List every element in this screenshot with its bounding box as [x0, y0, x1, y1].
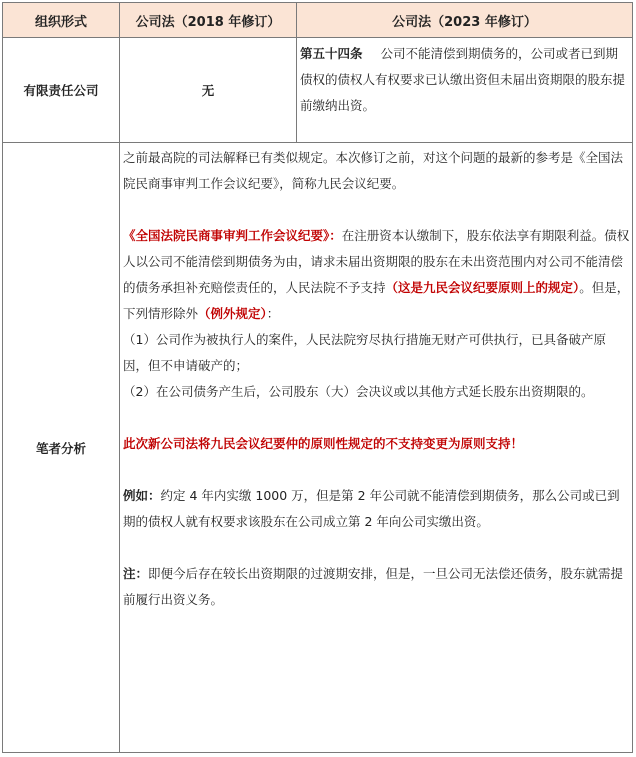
law-2018-none: 无: [201, 83, 215, 98]
header-law-2018: 公司法（2018 年修订）: [135, 14, 281, 30]
analysis-content: [123, 145, 630, 613]
exception-item-1: （1）公司作为被执行人的案件，人民法院穷尽执行措施无财产可供执行，已具备破产原因，但不申请破产的；: [123, 332, 606, 373]
example-label: 例如：: [123, 488, 161, 503]
comparison-table: [2, 2, 633, 753]
example-paragraph: [123, 483, 630, 535]
exception-note: （例外规定）: [198, 306, 267, 321]
minutes-title: 《全国法院民商事审判工作会议纪要》：: [123, 228, 342, 243]
header-law-2023: 公司法（2023 年修订）: [392, 14, 537, 30]
but-text: 。但是，下列情形除外: [123, 280, 630, 321]
note-text: 即便今后存在较长出资期限的过渡期安排，但是，一旦公司无法偿还债务，股东就需提前履行出资义务。: [123, 566, 624, 607]
principle-note: （这是九民会议纪要原则上的规定）: [385, 280, 580, 295]
highlight-statement: 此次新公司法将九民会议纪要仲的原则性规定的不支持变更为原则支持！: [123, 436, 524, 451]
minutes-text: 在注册资本认缴制下，股东依法享有期限利益。债权人以公司不能清偿到期债务为由，请求未届出资期限的股东在未出资范围内对公司不能清偿的债务承担补充赔偿责任的，人民法院不予支持: [123, 228, 630, 295]
header-org-form: 组织形式: [34, 14, 87, 30]
author-analysis-label: 笔者分析: [35, 440, 86, 456]
org-type-llc: 有限责任公司: [23, 83, 99, 98]
article-54: [300, 41, 630, 119]
note-label: 注：: [123, 566, 149, 581]
analysis-intro: 之前最高院的司法解释已有类似规定。本次修订之前，对这个问题的最新的参考是《全国法院民商事审判工作会议纪要》，简称九民会议纪要。: [123, 150, 624, 191]
article-text: 公司不能清偿到期债务的，公司或者已到期债权的债权人有权要求已认缴出资但未届出资期限的股东提前缴纳出资。: [300, 46, 626, 113]
column-divider-analysis: [119, 142, 120, 752]
minutes-paragraph: [123, 223, 630, 327]
exception-item-2: （2）在公司债务产生后，公司股东（大）会决议或以其他方式延长股东出资期限的。: [123, 384, 594, 399]
colon: ：: [266, 306, 280, 321]
note-paragraph: [123, 561, 630, 613]
example-text: 约定 4 年内实缴 1000 万，但是第 2 年公司就不能清偿到期债务，那么公司或已到期的债权人就有权要求该股东在公司成立第 2 年向公司实缴出资。: [123, 488, 620, 529]
article-number: 第五十四条: [300, 46, 363, 61]
